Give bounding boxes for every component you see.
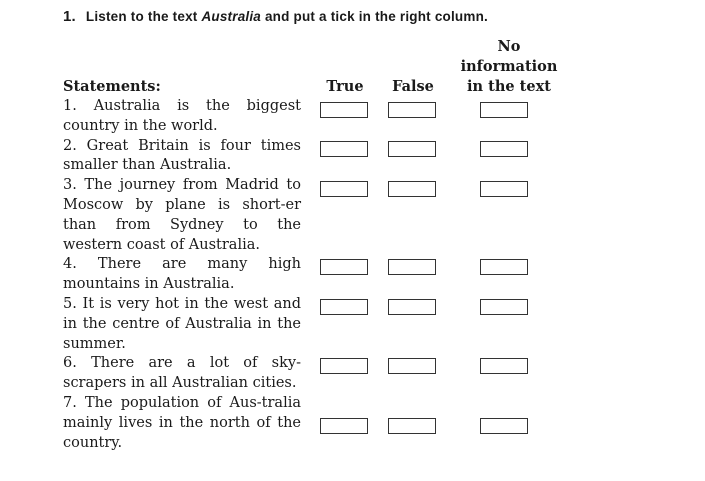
true-checkbox-2[interactable]	[320, 141, 368, 157]
no-information-column-header: No information in the text	[460, 38, 558, 95]
no-info-checkbox-4[interactable]	[480, 259, 528, 275]
task-text-after: and put a tick in the right column.	[264, 9, 488, 24]
true-checkbox-4[interactable]	[320, 259, 368, 275]
no-info-checkbox-1[interactable]	[480, 102, 528, 118]
task-text-title: Australia	[201, 9, 262, 24]
false-checkbox-7[interactable]	[388, 418, 436, 434]
true-checkbox-7[interactable]	[320, 418, 368, 434]
no-info-checkbox-3[interactable]	[480, 181, 528, 197]
true-checkbox-5[interactable]	[320, 299, 368, 315]
false-checkbox-6[interactable]	[388, 358, 436, 374]
statement-6: 6. There are a lot of sky-scrapers in all Australian cities.	[63, 355, 301, 392]
true-checkbox-3[interactable]	[320, 181, 368, 197]
false-checkbox-3[interactable]	[388, 181, 436, 197]
false-checkbox-5[interactable]	[388, 299, 436, 315]
no-info-checkbox-6[interactable]	[480, 358, 528, 374]
no-info-checkbox-7[interactable]	[480, 418, 528, 434]
true-checkbox-6[interactable]	[320, 358, 368, 374]
false-column-header: False	[392, 78, 434, 95]
statement-1: 1. Australia is the biggest country in the world.	[63, 98, 301, 134]
true-checkbox-1[interactable]	[320, 102, 368, 118]
false-checkbox-1[interactable]	[388, 102, 436, 118]
statements-header: Statements:	[63, 78, 161, 95]
true-column-header: True	[326, 78, 364, 95]
statement-3: 3. The journey from Madrid to Moscow by plane is short-er than from Sydney to the western coast of Australia.	[63, 177, 301, 253]
statement-2: 2. Great Britain is four times smaller than Australia.	[63, 137, 301, 174]
statement-7: 7. The population of Aus-tralia mainly lives in the north of the country.	[63, 394, 301, 451]
no-info-checkbox-5[interactable]	[480, 299, 528, 315]
statement-4: 4. There are many high mountains in Australia.	[63, 256, 301, 293]
false-checkbox-2[interactable]	[388, 141, 436, 157]
statement-5: 5. It is very hot in the west and in the centre of Australia in the summer.	[63, 295, 301, 352]
false-checkbox-4[interactable]	[388, 259, 436, 275]
task-instruction	[63, 8, 488, 25]
task-number: 1.	[63, 8, 76, 25]
statements-list	[63, 97, 301, 453]
no-info-checkbox-2[interactable]	[480, 141, 528, 157]
task-text-before: Listen to the text	[85, 9, 198, 24]
